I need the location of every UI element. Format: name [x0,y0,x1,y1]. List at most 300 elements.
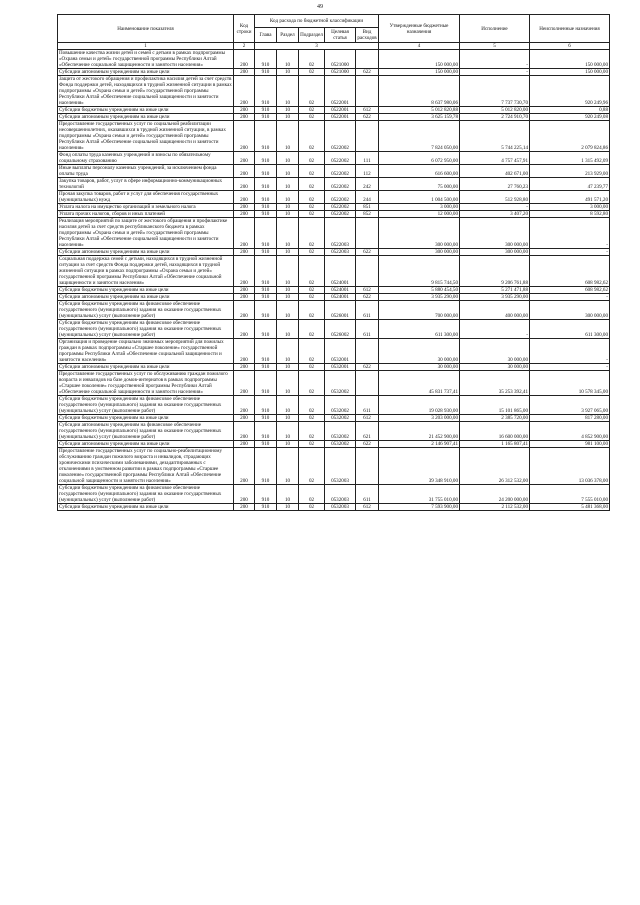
cell-chapter: 910 [255,287,277,294]
cell-name: Предоставление государственных услуг по социально-реабилитационному обслуживанию граждан пожилого возраста и инвалидов, страдающих хроническими психическими заболеваниями, дезадаптированных с отклонениями в умственном развитии в рамках подпрограммы «Старшее поколение» государственной программы Республики Алтай «Обеспечение социальной защищенности и занятости населения» [58,448,234,485]
table-row [58,294,610,301]
cell-exp-type: 622 [356,294,379,301]
cell-target: 0522002 [325,121,356,152]
cell-subsection: 02 [299,422,325,441]
cell-line-code: 200 [234,371,255,396]
cell-line-code: 200 [234,422,255,441]
cell-chapter: 910 [255,178,277,191]
cell-unexecuted: 13 036 378,00 [530,448,610,485]
cell-exp-type [356,256,379,287]
cell-unexecuted: 608 982,62 [530,287,610,294]
cell-executed: 15 101 865,00 [460,396,530,415]
cell-executed: 2 112 532,00 [460,504,530,511]
header-section: Раздел [277,28,299,43]
table-row [58,218,610,249]
cell-executed: 30 000,00 [460,364,530,371]
cell-executed: - [460,69,530,76]
cell-exp-type: 622 [356,69,379,76]
colnum-3: 3 [255,43,379,50]
cell-approved: 31 755 010,00 [379,485,460,504]
table-row [58,76,610,107]
cell-executed: 2 724 910,70 [460,114,530,121]
cell-exp-type: 622 [356,249,379,256]
cell-approved: 30 000,00 [379,364,460,371]
cell-executed: 5 012 820,00 [460,107,530,114]
cell-approved: 700 000,00 [379,301,460,320]
cell-name: Субсидии бюджетным учреждениям на иные цели [58,107,234,114]
cell-section: 10 [277,396,299,415]
header-classification: Код расхода по бюджетной классификации [255,15,379,28]
cell-subsection: 02 [299,441,325,448]
cell-unexecuted: 1 315 492,09 [530,152,610,165]
header-executed: Исполнение [460,15,530,43]
cell-target: 0532002 [325,371,356,396]
cell-exp-type: 242 [356,178,379,191]
cell-exp-type: 611 [356,320,379,339]
cell-line-code: 200 [234,320,255,339]
cell-approved: 300 000,00 [379,249,460,256]
cell-executed: 3 407,20 [460,211,530,218]
cell-subsection: 02 [299,211,325,218]
cell-executed: 7 737 730,70 [460,76,530,107]
cell-exp-type: 622 [356,364,379,371]
cell-line-code: 200 [234,69,255,76]
cell-approved: 9 815 744,50 [379,256,460,287]
cell-executed: 3 935 290,00 [460,294,530,301]
cell-section: 10 [277,114,299,121]
cell-section: 10 [277,448,299,485]
cell-name: Субсидии бюджетным учреждениям на иные цели [58,504,234,511]
cell-name: Социальная поддержка семей с детьми, находящихся в трудной жизненной ситуации за счет средств Фонда поддержки детей, находящихся в трудной жизненной ситуации в рамках подпрограммы «Охрана семьи и детей» государственной программы Республики Алтай «Обеспечение социальной защищенности и занятости населения» [58,256,234,287]
cell-subsection: 02 [299,204,325,211]
cell-target: 0532002 [325,422,356,441]
cell-exp-type: 612 [356,415,379,422]
cell-name: Организация и проведение социально значимых мероприятий для пожилых граждан в рамках подпрограммы «Старшее поколение» государственной программы Республики Алтай «Обеспечение социальной защищенности и занятости населения» [58,339,234,364]
cell-exp-type [356,218,379,249]
cell-unexecuted: 611 300,00 [530,320,610,339]
cell-subsection: 02 [299,504,325,511]
cell-exp-type: 244 [356,191,379,204]
table-row [58,448,610,485]
cell-line-code: 200 [234,441,255,448]
cell-chapter: 910 [255,415,277,422]
cell-subsection: 02 [299,320,325,339]
cell-chapter: 910 [255,441,277,448]
cell-subsection: 02 [299,107,325,114]
cell-name: Субсидии бюджетным учреждениям на финансовое обеспечение государственного (муниципального) задания на оказание государственных (муниципальных) услуг (выполнение работ) [58,301,234,320]
cell-name: Субсидии автономным учреждениям на иные цели [58,294,234,301]
cell-unexecuted: 920 249,08 [530,114,610,121]
cell-subsection: 02 [299,287,325,294]
cell-target: 0522002 [325,204,356,211]
cell-section: 10 [277,485,299,504]
table-row [58,178,610,191]
header-exp-type: Вид расходов [357,29,377,41]
cell-chapter: 910 [255,107,277,114]
cell-chapter: 910 [255,396,277,415]
header-subsection: Подраздел [299,28,325,43]
cell-target: 0522001 [325,107,356,114]
cell-unexecuted: 491 571,20 [530,191,610,204]
table-row [58,211,610,218]
cell-chapter: 910 [255,218,277,249]
cell-chapter: 910 [255,256,277,287]
cell-section: 10 [277,371,299,396]
cell-chapter: 910 [255,371,277,396]
cell-approved: 150 000,00 [379,69,460,76]
cell-target: 0522001 [325,114,356,121]
cell-approved: 8 637 980,06 [379,76,460,107]
cell-name: Фонд оплаты труда казенных учреждений и взносы по обязательному социальному страхованию [58,152,234,165]
cell-target: 0522003 [325,249,356,256]
cell-name: Защита от жестокого обращения и профилактика насилия детей за счет средств Фонда поддержки детей, находящихся в трудной жизненной ситуации в рамках подпрограммы «Охрана семьи и детей» государственной программы Республики Алтай «Обеспечение социальной защищенности и занятости населения» [59,76,232,106]
table-row [58,165,610,178]
cell-subsection: 02 [299,50,325,69]
cell-section: 10 [277,191,299,204]
cell-unexecuted: 920 249,96 [530,76,610,107]
cell-name: Субсидии автономным учреждениям на финансовое обеспечение государственного (муниципального) задания на оказание государственных (муниципальных) услуг (выполнение работ) [58,422,234,441]
cell-name: Уплата прочих налогов, сборов и иных платежей [58,211,234,218]
cell-line-code: 200 [234,211,255,218]
cell-name: Субсидии автономным учреждениям на иные цели [58,364,234,371]
cell-name: Субсидии автономным учреждениям на иные цели [58,69,234,76]
cell-chapter: 910 [255,294,277,301]
cell-chapter: 910 [255,76,277,107]
cell-name: Субсидии автономным учреждениям на иные цели [58,114,234,121]
table-row [58,504,610,511]
cell-subsection: 02 [299,76,325,107]
cell-exp-type: 852 [356,211,379,218]
cell-subsection: 02 [299,256,325,287]
cell-name: Повышение качества жизни детей и семей с детьми в рамках подпрограммы «Охрана семьи и детей» государственной программы Республики Алтай «Обеспечение социальной защищенности и занятости населения» [58,50,234,69]
cell-section: 10 [277,165,299,178]
cell-exp-type: 851 [356,204,379,211]
cell-approved: 1 004 500,00 [379,191,460,204]
cell-target: 0522002 [325,152,356,165]
cell-section: 10 [277,121,299,152]
cell-section: 10 [277,364,299,371]
table-row [58,107,610,114]
table-row [58,364,610,371]
table-body [58,50,610,511]
cell-approved: 300 000,00 [379,218,460,249]
page-number: 49 [317,4,323,10]
cell-executed: 35 253 392,41 [460,371,530,396]
cell-exp-type [356,50,379,69]
cell-executed: 300 000,00 [460,218,530,249]
cell-name: Субсидии автономным учреждениям на иные цели [58,441,234,448]
cell-line-code: 200 [234,50,255,69]
cell-executed: 402 671,00 [460,165,530,178]
cell-approved: 39 348 910,00 [379,448,460,485]
cell-subsection: 02 [299,191,325,204]
cell-chapter: 910 [255,249,277,256]
cell-name: Предоставление государственных услуг по обслуживанию граждан пожилого возраста и инвалидов на базе домов-интернатов в рамках подпрограммы «Старшее поколение» государственной программы Республики Алтай «Обеспечение социальной защищенности и занятости населения» [58,371,234,396]
cell-approved: 45 831 737,41 [379,371,460,396]
cell-target: 0521000 [325,50,356,69]
cell-approved: 75 000,00 [379,178,460,191]
cell-chapter: 910 [255,191,277,204]
cell-exp-type: 111 [356,152,379,165]
table-row [58,441,610,448]
cell-subsection: 02 [299,165,325,178]
cell-approved: 3 935 290,00 [379,294,460,301]
table-row [58,422,610,441]
cell-target: 0522002 [325,165,356,178]
cell-unexecuted: 150 000,00 [530,50,610,69]
cell-executed: 5 271 471,88 [460,287,530,294]
colnum-5: 5 [460,43,530,50]
table-row [58,249,610,256]
cell-line-code: 200 [234,218,255,249]
cell-subsection: 02 [299,371,325,396]
cell-subsection: 02 [299,364,325,371]
cell-target: 0524001 [325,294,356,301]
cell-target: 0532003 [325,448,356,485]
table-row [58,204,610,211]
cell-approved: 30 000,00 [379,339,460,364]
cell-subsection: 02 [299,294,325,301]
table-row [58,191,610,204]
cell-section: 10 [277,152,299,165]
table-row [58,256,610,287]
header-unexecuted: Неисполненные назначения [530,15,610,43]
budget-execution-table [57,14,610,511]
cell-executed: 5 744 225,14 [460,121,530,152]
cell-approved: 5 012 820,88 [379,107,460,114]
cell-exp-type: 611 [356,301,379,320]
cell-line-code: 200 [234,191,255,204]
cell-chapter: 910 [255,121,277,152]
table-row [58,301,610,320]
cell-chapter: 910 [255,320,277,339]
cell-line-code: 200 [234,396,255,415]
cell-unexecuted: 150 000,00 [530,69,610,76]
cell-target: 0522002 [325,211,356,218]
cell-exp-type [356,76,379,107]
table-row [58,287,610,294]
cell-section: 10 [277,256,299,287]
cell-unexecuted: 3 000,00 [530,204,610,211]
table-row [58,50,610,69]
cell-executed: 16 600 000,00 [460,422,530,441]
cell-approved: 21 452 900,00 [379,422,460,441]
cell-subsection: 02 [299,152,325,165]
cell-line-code: 200 [234,294,255,301]
cell-approved: 3 203 000,00 [379,415,460,422]
header-line-code: Код строки [234,15,255,43]
cell-line-code: 200 [234,485,255,504]
cell-executed: 300 000,00 [460,249,530,256]
cell-exp-type: 611 [356,485,379,504]
cell-executed: 1 165 807,41 [460,441,530,448]
cell-line-code: 200 [234,364,255,371]
colnum-4: 4 [379,43,460,50]
cell-unexecuted: 213 929,00 [530,165,610,178]
table-row [58,371,610,396]
cell-executed: 9 206 761,88 [460,256,530,287]
cell-section: 10 [277,204,299,211]
cell-name: Прочая закупка товаров, работ и услуг для обеспечения государственных (муниципальных) нужд [58,191,234,204]
cell-line-code: 200 [234,256,255,287]
cell-name: Субсидии бюджетным учреждениям на финансовое обеспечение государственного (муниципального) задания на оказание государственных (муниципальных) услуг (выполнение работ) [58,396,234,415]
cell-executed: - [460,204,530,211]
cell-subsection: 02 [299,396,325,415]
cell-section: 10 [277,301,299,320]
cell-target: 0532003 [325,485,356,504]
header-name: Наименование показателя [58,15,234,43]
cell-target: 0532001 [325,364,356,371]
cell-target: 0524001 [325,287,356,294]
cell-target: 0532003 [325,504,356,511]
cell-line-code: 200 [234,152,255,165]
cell-approved: 150 000,00 [379,50,460,69]
cell-target: 0532002 [325,396,356,415]
table-row [58,339,610,364]
cell-executed: 30 000,00 [460,339,530,364]
cell-section: 10 [277,211,299,218]
cell-section: 10 [277,320,299,339]
cell-unexecuted: 7 555 010,00 [530,485,610,504]
cell-chapter: 910 [255,364,277,371]
cell-chapter: 910 [255,448,277,485]
cell-chapter: 910 [255,422,277,441]
cell-exp-type: 622 [356,441,379,448]
colnum-1: 1 [58,43,234,50]
cell-line-code: 200 [234,121,255,152]
cell-section: 10 [277,178,299,191]
cell-target: 0526002 [325,320,356,339]
cell-exp-type [356,448,379,485]
cell-section: 10 [277,107,299,114]
cell-section: 10 [277,287,299,294]
cell-approved: 6 072 950,00 [379,152,460,165]
cell-unexecuted: 4 852 900,00 [530,422,610,441]
cell-approved: 611 300,00 [379,320,460,339]
cell-name: Закупка товаров, работ, услуг в сфере информационно-коммуникационных технологий [58,178,234,191]
table-row [58,114,610,121]
cell-executed: - [460,320,530,339]
cell-subsection: 02 [299,114,325,121]
cell-line-code: 200 [234,114,255,121]
cell-executed: 400 000,00 [460,301,530,320]
cell-approved: 616 600,00 [379,165,460,178]
table-row [58,69,610,76]
cell-approved: 12 000,00 [379,211,460,218]
cell-approved: 5 880 454,50 [379,287,460,294]
cell-line-code: 200 [234,76,255,107]
cell-target: 0522001 [325,76,356,107]
cell-name: Реализация мероприятий по защите от жестокого обращения и профилактике насилия детей за счет средств республиканского бюджета в рамках подпрограммы «Охрана семьи и детей» государственной программы Республики Алтай «Обеспечение социальной защищенности и занятости населения» [58,218,234,249]
cell-section: 10 [277,504,299,511]
cell-line-code: 200 [234,504,255,511]
cell-section: 10 [277,218,299,249]
cell-section: 10 [277,339,299,364]
cell-line-code: 200 [234,107,255,114]
cell-section: 10 [277,50,299,69]
table-row [58,320,610,339]
cell-subsection: 02 [299,301,325,320]
cell-exp-type [356,371,379,396]
cell-chapter: 910 [255,165,277,178]
cell-line-code: 200 [234,165,255,178]
cell-section: 10 [277,294,299,301]
cell-subsection: 02 [299,249,325,256]
cell-unexecuted: - [530,364,610,371]
cell-target: 0532002 [325,441,356,448]
cell-name: Субсидии автономным учреждениям на иные цели [58,249,234,256]
colnum-6: 6 [530,43,610,50]
cell-target: 0522002 [325,178,356,191]
cell-executed: 26 312 532,00 [460,448,530,485]
cell-target: 0532002 [325,415,356,422]
cell-unexecuted: 817 280,00 [530,415,610,422]
cell-name: Субсидии бюджетным учреждениям на иные цели [58,415,234,422]
cell-target: 0526001 [325,301,356,320]
cell-exp-type: 621 [356,422,379,441]
cell-exp-type [356,121,379,152]
cell-name: Субсидии бюджетным учреждениям на финансовое обеспечение государственного (муниципального) задания на оказание государственных (муниципальных) услуг (выполнение работ) [58,485,234,504]
cell-subsection: 02 [299,415,325,422]
cell-unexecuted: 8 592,80 [530,211,610,218]
cell-chapter: 910 [255,504,277,511]
cell-target: 0532001 [325,339,356,364]
cell-chapter: 910 [255,339,277,364]
header-chapter: Глава [255,28,277,43]
cell-approved: 19 028 930,00 [379,396,460,415]
cell-section: 10 [277,422,299,441]
cell-chapter: 910 [255,152,277,165]
cell-subsection: 02 [299,339,325,364]
cell-executed: 27 760,23 [460,178,530,191]
cell-unexecuted: 300 000,00 [530,301,610,320]
cell-line-code: 200 [234,178,255,191]
cell-unexecuted: 2 079 824,86 [530,121,610,152]
cell-chapter: 910 [255,69,277,76]
cell-chapter: 910 [255,211,277,218]
table-row [58,152,610,165]
cell-section: 10 [277,415,299,422]
cell-unexecuted: 3 927 065,00 [530,396,610,415]
cell-target: 0521000 [325,69,356,76]
cell-approved: 3 625 159,78 [379,114,460,121]
cell-executed: 4 757 457,91 [460,152,530,165]
cell-chapter: 910 [255,50,277,69]
cell-name: Иные выплаты персоналу казенных учреждений, за исключением фонда оплаты труда [58,165,234,178]
cell-exp-type: 622 [356,114,379,121]
cell-name: Уплата налога на имущество организаций и земельного налога [58,204,234,211]
cell-chapter: 910 [255,301,277,320]
cell-section: 10 [277,76,299,107]
cell-line-code: 200 [234,301,255,320]
cell-executed: 2 385 720,00 [460,415,530,422]
cell-section: 10 [277,69,299,76]
cell-subsection: 02 [299,485,325,504]
cell-unexecuted: 5 481 368,00 [530,504,610,511]
cell-executed: - [460,50,530,69]
cell-exp-type: 611 [356,396,379,415]
cell-unexecuted: - [530,249,610,256]
cell-subsection: 02 [299,69,325,76]
cell-name: Субсидии бюджетным учреждениям на финансовое обеспечение государственного (муниципального) задания на оказание государственных (муниципальных) услуг (выполнение работ) [58,320,234,339]
table-row [58,415,610,422]
cell-target: 0524001 [325,256,356,287]
cell-exp-type: 612 [356,107,379,114]
cell-subsection: 02 [299,448,325,485]
cell-line-code: 200 [234,204,255,211]
cell-exp-type: 112 [356,165,379,178]
cell-line-code: 200 [234,448,255,485]
